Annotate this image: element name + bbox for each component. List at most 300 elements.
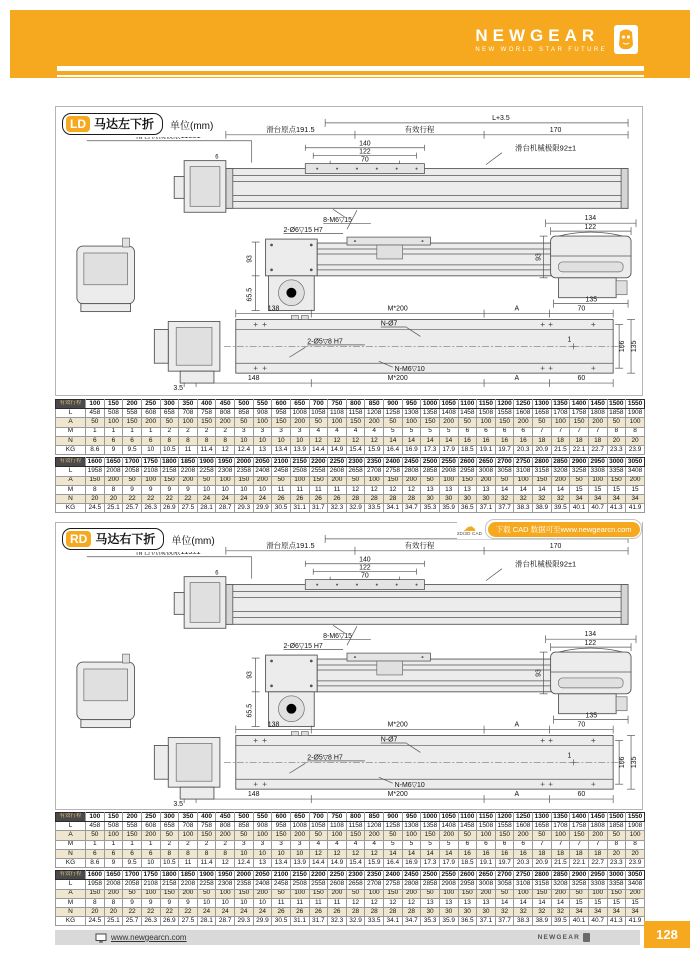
stroke-value-cell: 450 xyxy=(216,813,235,822)
value-cell: 11.4 xyxy=(197,858,216,867)
stroke-value-cell: 600 xyxy=(272,400,291,409)
dim-a-top: A xyxy=(514,305,520,313)
value-cell: 50 xyxy=(570,889,589,898)
spec-tables-ld xyxy=(55,399,645,513)
stroke-value-cell: 2200 xyxy=(309,458,328,467)
label-n-m6: N-M6▽10 xyxy=(394,366,425,374)
value-cell: 10 xyxy=(290,436,309,445)
value-cell: 18 xyxy=(533,849,552,858)
value-cell: 100 xyxy=(514,476,533,485)
value-cell: 41.3 xyxy=(607,917,626,926)
value-cell: 100 xyxy=(365,476,384,485)
dim-slider-origin: 滑台原点191.5 xyxy=(266,124,315,134)
row-label-cell: L xyxy=(56,467,86,476)
value-cell: 50 xyxy=(309,831,328,840)
value-cell: 1808 xyxy=(588,822,607,831)
value-cell: 200 xyxy=(626,889,645,898)
dim-65-5: 65.5 xyxy=(246,703,254,718)
value-cell: 16 xyxy=(477,849,496,858)
stroke-value-cell: 100 xyxy=(86,813,105,822)
value-cell: 21.5 xyxy=(551,858,570,867)
value-cell: 1058 xyxy=(309,822,328,831)
dim-134: 134 xyxy=(584,215,597,223)
value-cell: 12.4 xyxy=(235,445,254,454)
value-cell: 100 xyxy=(477,418,496,427)
stroke-value-cell: 150 xyxy=(104,400,123,409)
value-cell: 28 xyxy=(384,907,403,916)
value-cell: 31.7 xyxy=(309,917,328,926)
value-cell: 8.6 xyxy=(86,858,105,867)
value-cell: 200 xyxy=(179,476,198,485)
value-cell: 8 xyxy=(160,849,179,858)
value-cell: 2908 xyxy=(439,467,458,476)
value-cell: 11 xyxy=(290,485,309,494)
value-cell: 3 xyxy=(290,840,309,849)
value-cell: 1758 xyxy=(570,822,589,831)
value-cell: 34 xyxy=(607,907,626,916)
table-row-m xyxy=(56,485,645,494)
stroke-value-cell: 1050 xyxy=(439,400,458,409)
value-cell: 8 xyxy=(607,427,626,436)
dim-106: 106 xyxy=(619,340,627,353)
stroke-value-cell: 2100 xyxy=(272,871,291,880)
value-cell: 12 xyxy=(216,858,235,867)
value-cell: 150 xyxy=(86,476,105,485)
dim-65-5: 65.5 xyxy=(246,287,254,302)
brand-text xyxy=(475,27,607,53)
value-cell: 3358 xyxy=(607,880,626,889)
value-cell: 10.5 xyxy=(160,445,179,454)
stroke-header-cell: 有效行程 xyxy=(56,400,86,409)
value-cell: 50 xyxy=(235,831,254,840)
dim-effective-stroke: 有效行程 xyxy=(404,124,435,134)
stroke-value-cell: 1050 xyxy=(439,813,458,822)
value-cell: 150 xyxy=(421,831,440,840)
value-cell: 1858 xyxy=(607,409,626,418)
value-cell: 32 xyxy=(533,907,552,916)
value-cell: 200 xyxy=(588,831,607,840)
value-cell: 200 xyxy=(477,476,496,485)
value-cell: 200 xyxy=(253,889,272,898)
value-cell: 37.1 xyxy=(477,504,496,513)
value-cell: 100 xyxy=(439,476,458,485)
value-cell: 758 xyxy=(197,409,216,418)
cad-download-text[interactable]: 下载 CAD 数据可至www.newgearcn.com xyxy=(488,522,640,537)
row-label-cell: L xyxy=(56,822,86,831)
stroke-value-cell: 2750 xyxy=(514,458,533,467)
value-cell: 200 xyxy=(514,418,533,427)
value-cell: 12 xyxy=(384,485,403,494)
dim-122-end: 122 xyxy=(584,640,597,648)
table-row-n xyxy=(56,494,645,503)
stroke-value-cell: 1850 xyxy=(179,871,198,880)
value-cell: 200 xyxy=(551,889,570,898)
stroke-value-cell: 3000 xyxy=(607,458,626,467)
value-cell: 7 xyxy=(551,840,570,849)
value-cell: 958 xyxy=(272,822,291,831)
row-label-cell: N xyxy=(56,494,86,503)
value-cell: 15 xyxy=(607,898,626,907)
value-cell: 4 xyxy=(346,840,365,849)
value-cell: 1 xyxy=(104,427,123,436)
stroke-value-cell: 1800 xyxy=(160,871,179,880)
stroke-value-cell: 2050 xyxy=(253,458,272,467)
value-cell: 5 xyxy=(402,427,421,436)
stroke-value-cell: 1900 xyxy=(197,871,216,880)
value-cell: 28 xyxy=(384,494,403,503)
value-cell: 100 xyxy=(588,476,607,485)
value-cell: 2858 xyxy=(421,880,440,889)
value-cell: 2108 xyxy=(141,467,160,476)
value-cell: 24 xyxy=(197,907,216,916)
value-cell: 1108 xyxy=(328,822,347,831)
stroke-value-cell: 1300 xyxy=(533,400,552,409)
table-row-a xyxy=(56,418,645,427)
value-cell: 28.7 xyxy=(216,504,235,513)
value-cell: 8 xyxy=(179,436,198,445)
value-cell: 50 xyxy=(272,889,291,898)
value-cell: 40.1 xyxy=(570,917,589,926)
plan-view xyxy=(154,306,638,392)
value-cell: 150 xyxy=(235,476,254,485)
value-cell: 20 xyxy=(626,436,645,445)
value-cell: 9 xyxy=(179,485,198,494)
dim-mech-limit-right: 滑台机械极限92±1 xyxy=(515,143,577,153)
value-cell: 3058 xyxy=(495,880,514,889)
value-cell: 200 xyxy=(290,831,309,840)
value-cell: 18.5 xyxy=(458,858,477,867)
value-cell: 32 xyxy=(533,494,552,503)
value-cell: 32 xyxy=(551,907,570,916)
value-cell: 30 xyxy=(421,494,440,503)
stroke-value-cell: 850 xyxy=(365,400,384,409)
value-cell: 150 xyxy=(533,476,552,485)
value-cell: 2508 xyxy=(290,467,309,476)
value-cell: 4 xyxy=(328,840,347,849)
header-band xyxy=(10,10,690,78)
drawing-box-ld xyxy=(55,106,643,396)
value-cell: 30 xyxy=(477,907,496,916)
value-cell: 50 xyxy=(86,831,105,840)
value-cell: 150 xyxy=(458,889,477,898)
stroke-value-cell: 1500 xyxy=(607,400,626,409)
value-cell: 100 xyxy=(216,889,235,898)
value-cell: 200 xyxy=(141,831,160,840)
table-header-row xyxy=(56,813,645,822)
label-holes-8m6: 8-M6▽15 xyxy=(323,217,353,225)
footer-url[interactable]: www.newgearcn.com xyxy=(111,933,187,942)
section-code: RD xyxy=(66,531,91,547)
table-row-a xyxy=(56,476,645,485)
value-cell: 1508 xyxy=(477,822,496,831)
value-cell: 3 xyxy=(272,840,291,849)
value-cell: 2658 xyxy=(346,467,365,476)
value-cell: 14 xyxy=(495,485,514,494)
value-cell: 13.9 xyxy=(290,445,309,454)
value-cell: 23.9 xyxy=(626,858,645,867)
value-cell: 26.9 xyxy=(160,504,179,513)
dim-122: 122 xyxy=(359,564,371,572)
dim-135-plan: 135 xyxy=(631,756,639,769)
drawing-box-rd xyxy=(55,518,643,810)
value-cell: 24 xyxy=(216,907,235,916)
value-cell: 2808 xyxy=(402,467,421,476)
value-cell: 908 xyxy=(253,822,272,831)
value-cell: 40.7 xyxy=(588,917,607,926)
stroke-value-cell: 800 xyxy=(346,400,365,409)
value-cell: 29.3 xyxy=(235,504,254,513)
value-cell: 150 xyxy=(607,889,626,898)
value-cell: 50 xyxy=(384,418,403,427)
value-cell: 19.1 xyxy=(477,858,496,867)
stroke-value-cell: 2600 xyxy=(458,458,477,467)
value-cell: 13 xyxy=(458,485,477,494)
value-cell: 2208 xyxy=(179,467,198,476)
value-cell: 34.7 xyxy=(402,917,421,926)
value-cell: 34.1 xyxy=(384,917,403,926)
stroke-value-cell: 950 xyxy=(402,400,421,409)
value-cell: 10 xyxy=(253,898,272,907)
value-cell: 808 xyxy=(216,409,235,418)
row-label-cell: N xyxy=(56,436,86,445)
value-cell: 200 xyxy=(253,476,272,485)
value-cell: 29.9 xyxy=(253,917,272,926)
stroke-value-cell: 200 xyxy=(123,400,142,409)
stroke-value-cell: 2450 xyxy=(402,871,421,880)
dim-m200-top: M*200 xyxy=(387,721,408,729)
stroke-value-cell: 700 xyxy=(309,813,328,822)
value-cell: 3058 xyxy=(495,467,514,476)
value-cell: 1608 xyxy=(514,822,533,831)
value-cell: 1458 xyxy=(458,409,477,418)
value-cell: 13 xyxy=(477,898,496,907)
value-cell: 15 xyxy=(626,898,645,907)
dim-a-bottom: A xyxy=(514,791,520,799)
dim-140: 140 xyxy=(359,556,371,564)
value-cell: 7 xyxy=(533,840,552,849)
value-cell: 20 xyxy=(86,907,105,916)
value-cell: 35.3 xyxy=(421,917,440,926)
value-cell: 32 xyxy=(551,494,570,503)
dim-slider-origin: 滑台原点191.5 xyxy=(266,540,315,550)
stroke-value-cell: 750 xyxy=(328,400,347,409)
value-cell: 508 xyxy=(104,409,123,418)
value-cell: 32 xyxy=(514,494,533,503)
value-cell: 28 xyxy=(365,494,384,503)
stroke-value-cell: 250 xyxy=(141,813,160,822)
value-cell: 14 xyxy=(533,485,552,494)
value-cell: 1158 xyxy=(346,409,365,418)
value-cell: 7 xyxy=(551,427,570,436)
stroke-value-cell: 2650 xyxy=(477,458,496,467)
value-cell: 12 xyxy=(384,898,403,907)
value-cell: 3158 xyxy=(533,467,552,476)
cad-download-badge[interactable] xyxy=(457,519,642,539)
value-cell: 100 xyxy=(588,889,607,898)
value-cell: 12 xyxy=(328,436,347,445)
value-cell: 22 xyxy=(160,494,179,503)
value-cell: 8 xyxy=(197,436,216,445)
value-cell: 10 xyxy=(253,436,272,445)
value-cell: 34.1 xyxy=(384,504,403,513)
value-cell: 1108 xyxy=(328,409,347,418)
value-cell: 50 xyxy=(160,831,179,840)
value-cell: 1 xyxy=(86,427,105,436)
value-cell: 6 xyxy=(123,849,142,858)
table-row-n xyxy=(56,436,645,445)
value-cell: 17.9 xyxy=(439,858,458,867)
stroke-value-cell: 650 xyxy=(290,400,309,409)
value-cell: 15.9 xyxy=(365,445,384,454)
value-cell: 8 xyxy=(626,840,645,849)
dim-140: 140 xyxy=(359,140,371,148)
value-cell: 9.5 xyxy=(123,858,142,867)
value-cell: 50 xyxy=(86,418,105,427)
table-row-a xyxy=(56,831,645,840)
value-cell: 20 xyxy=(104,907,123,916)
value-cell: 26 xyxy=(328,907,347,916)
value-cell: 39.5 xyxy=(551,917,570,926)
label-2-d5-h7: 2-Ø5▽8 H7 xyxy=(307,338,343,346)
value-cell: 5 xyxy=(384,840,403,849)
value-cell: 22 xyxy=(160,907,179,916)
value-cell: 150 xyxy=(384,889,403,898)
value-cell: 2 xyxy=(179,840,198,849)
value-cell: 200 xyxy=(104,889,123,898)
stroke-value-cell: 2700 xyxy=(495,871,514,880)
stroke-value-cell: 2850 xyxy=(551,458,570,467)
value-cell: 10 xyxy=(272,436,291,445)
value-cell: 200 xyxy=(626,476,645,485)
value-cell: 1658 xyxy=(533,409,552,418)
label-n-m6: N-M6▽10 xyxy=(394,782,425,790)
value-cell: 36.5 xyxy=(458,917,477,926)
value-cell: 26 xyxy=(309,494,328,503)
value-cell: 18 xyxy=(551,849,570,858)
value-cell: 2008 xyxy=(104,880,123,889)
value-cell: 2 xyxy=(179,427,198,436)
value-cell: 7 xyxy=(588,840,607,849)
value-cell: 9 xyxy=(179,898,198,907)
value-cell: 15 xyxy=(570,485,589,494)
value-cell: 13 xyxy=(439,485,458,494)
value-cell: 2558 xyxy=(309,880,328,889)
stroke-value-cell: 2800 xyxy=(533,871,552,880)
value-cell: 1 xyxy=(86,840,105,849)
value-cell: 31.1 xyxy=(290,917,309,926)
footer-url-wrap xyxy=(95,933,187,943)
value-cell: 2508 xyxy=(290,880,309,889)
dim-148: 148 xyxy=(247,375,260,383)
stroke-value-cell: 1150 xyxy=(477,813,496,822)
value-cell: 16 xyxy=(477,436,496,445)
value-cell: 200 xyxy=(439,418,458,427)
value-cell: 28.1 xyxy=(197,917,216,926)
stroke-value-cell: 2400 xyxy=(384,871,403,880)
value-cell: 18 xyxy=(570,849,589,858)
value-cell: 2 xyxy=(216,840,235,849)
value-cell: 7 xyxy=(533,427,552,436)
value-cell: 50 xyxy=(458,418,477,427)
value-cell: 1 xyxy=(141,840,160,849)
value-cell: 8 xyxy=(104,485,123,494)
value-cell: 28.1 xyxy=(197,504,216,513)
value-cell: 1558 xyxy=(495,409,514,418)
value-cell: 8 xyxy=(104,898,123,907)
value-cell: 3108 xyxy=(514,467,533,476)
stroke-value-cell: 2750 xyxy=(514,871,533,880)
section-badge-rd xyxy=(62,528,164,550)
value-cell: 17.3 xyxy=(421,858,440,867)
value-cell: 50 xyxy=(607,418,626,427)
value-cell: 26 xyxy=(272,907,291,916)
value-cell: 22.7 xyxy=(588,445,607,454)
stroke-value-cell: 2150 xyxy=(290,871,309,880)
value-cell: 32 xyxy=(495,494,514,503)
value-cell: 150 xyxy=(607,476,626,485)
value-cell: 6 xyxy=(104,436,123,445)
value-cell: 24 xyxy=(197,494,216,503)
value-cell: 11 xyxy=(328,898,347,907)
value-cell: 16 xyxy=(458,436,477,445)
dim-93: 93 xyxy=(246,255,254,263)
unit-label: 单位(mm) xyxy=(171,535,215,547)
value-cell: 33.5 xyxy=(365,917,384,926)
value-cell: 100 xyxy=(328,418,347,427)
value-cell: 1658 xyxy=(533,822,552,831)
footer-brand-mark-icon xyxy=(583,933,590,942)
value-cell: 150 xyxy=(346,418,365,427)
dim-93-end: 93 xyxy=(535,253,543,261)
value-cell: 39.5 xyxy=(551,504,570,513)
panda-logo-icon xyxy=(614,25,638,54)
stroke-header-cell: 有效行程 xyxy=(56,871,86,880)
row-label-cell: A xyxy=(56,831,86,840)
value-cell: 558 xyxy=(123,822,142,831)
value-cell: 38.9 xyxy=(533,917,552,926)
value-cell: 3308 xyxy=(588,880,607,889)
value-cell: 1308 xyxy=(402,822,421,831)
value-cell: 32.9 xyxy=(346,504,365,513)
dim-138: 138 xyxy=(267,305,280,313)
value-cell: 9 xyxy=(104,858,123,867)
table-row-a xyxy=(56,889,645,898)
stroke-value-cell: 800 xyxy=(346,813,365,822)
value-cell: 22 xyxy=(179,907,198,916)
value-cell: 50 xyxy=(123,889,142,898)
value-cell: 9 xyxy=(160,485,179,494)
dim-60: 60 xyxy=(577,791,586,799)
value-cell: 32.9 xyxy=(346,917,365,926)
value-cell: 858 xyxy=(235,409,254,418)
value-cell: 1408 xyxy=(439,409,458,418)
value-cell: 4 xyxy=(309,427,328,436)
value-cell: 16 xyxy=(495,436,514,445)
value-cell: 18 xyxy=(570,436,589,445)
value-cell: 9 xyxy=(104,445,123,454)
value-cell: 13.9 xyxy=(290,858,309,867)
value-cell: 200 xyxy=(365,418,384,427)
cad-cloud-icon xyxy=(456,518,483,537)
stroke-value-cell: 150 xyxy=(104,813,123,822)
value-cell: 100 xyxy=(402,418,421,427)
value-cell: 8 xyxy=(626,427,645,436)
row-label-cell: M xyxy=(56,840,86,849)
value-cell: 150 xyxy=(309,476,328,485)
value-cell: 1708 xyxy=(551,409,570,418)
value-cell: 3408 xyxy=(626,880,645,889)
value-cell: 12 xyxy=(365,898,384,907)
